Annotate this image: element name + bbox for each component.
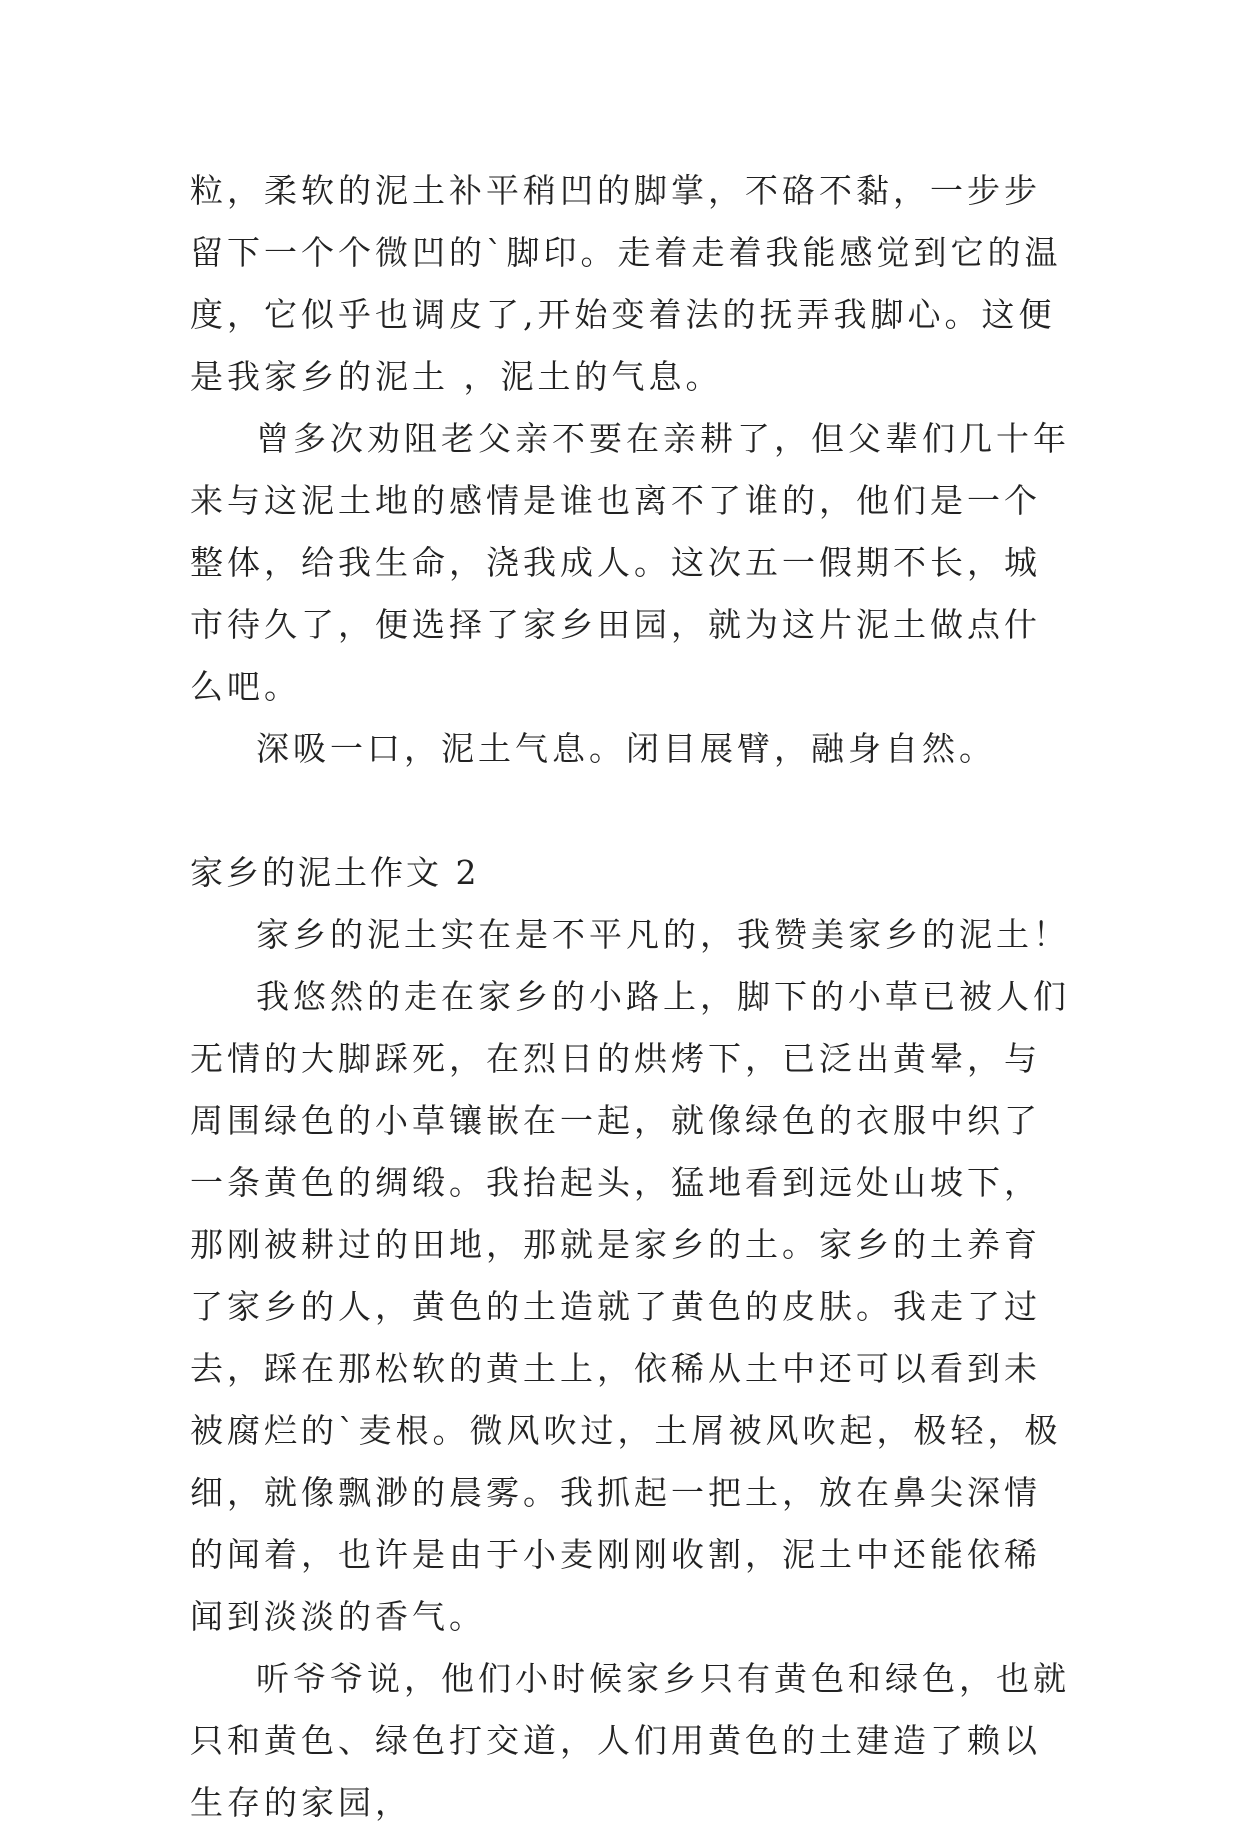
paragraph-continuation: 粒，柔软的泥土补平稍凹的脚掌，不硌不黏，一步步留下一个个微凹的`脚印。走着走着我能感觉到它的温度，它似乎也调皮了,开始变着法的抚弄我脚心。这便是我家乡的泥土 ，泥土的气息。 (190, 171, 1062, 396)
section-gap (190, 780, 1070, 842)
paragraph-walk: 我悠然的走在家乡的小路上，脚下的小草已被人们无情的大脚踩死，在烈日的烘烤下，已泛出黄晕，与周围绿色的小草镶嵌在一起，就像绿色的衣服中织了一条黄色的绸缎。我抬起头，猛地看到远处山坡下，那刚被耕过的田地，那就是家乡的土。家乡的土养育了家乡的人，黄色的土造就了黄色的皮肤。我走了过去，踩在那松软的黄土上，依稀从土中还可以看到未被腐烂的`麦根。微风吹过，土屑被风吹起，极轻，极细，就像飘渺的晨雾。我抓起一把土，放在鼻尖深情的闻着，也许是由于小麦刚刚收割，泥土中还能依稀闻到淡淡的香气。 (190, 977, 1070, 1636)
paragraph-breath: 深吸一口，泥土气息。闭目展臂，融身自然。 (256, 729, 996, 768)
paragraph-father: 曾多次劝阻老父亲不要在亲耕了，但父辈们几十年来与这泥土地的感情是谁也离不了谁的，他们是一个整体，给我生命，浇我成人。这次五一假期不长，城市待久了，便选择了家乡田园，就为这片泥土做点什么吧。 (190, 419, 1070, 706)
section-title: 家乡的泥土作文 2 (190, 853, 480, 892)
document-body (190, 160, 1070, 1834)
paragraph-grandpa: 听爷爷说，他们小时候家乡只有黄色和绿色，也就只和黄色、绿色打交道，人们用黄色的土建造了赖以生存的家园， (190, 1659, 1070, 1822)
paragraph-praise: 家乡的泥土实在是不平凡的，我赞美家乡的泥土！ (256, 915, 1070, 954)
